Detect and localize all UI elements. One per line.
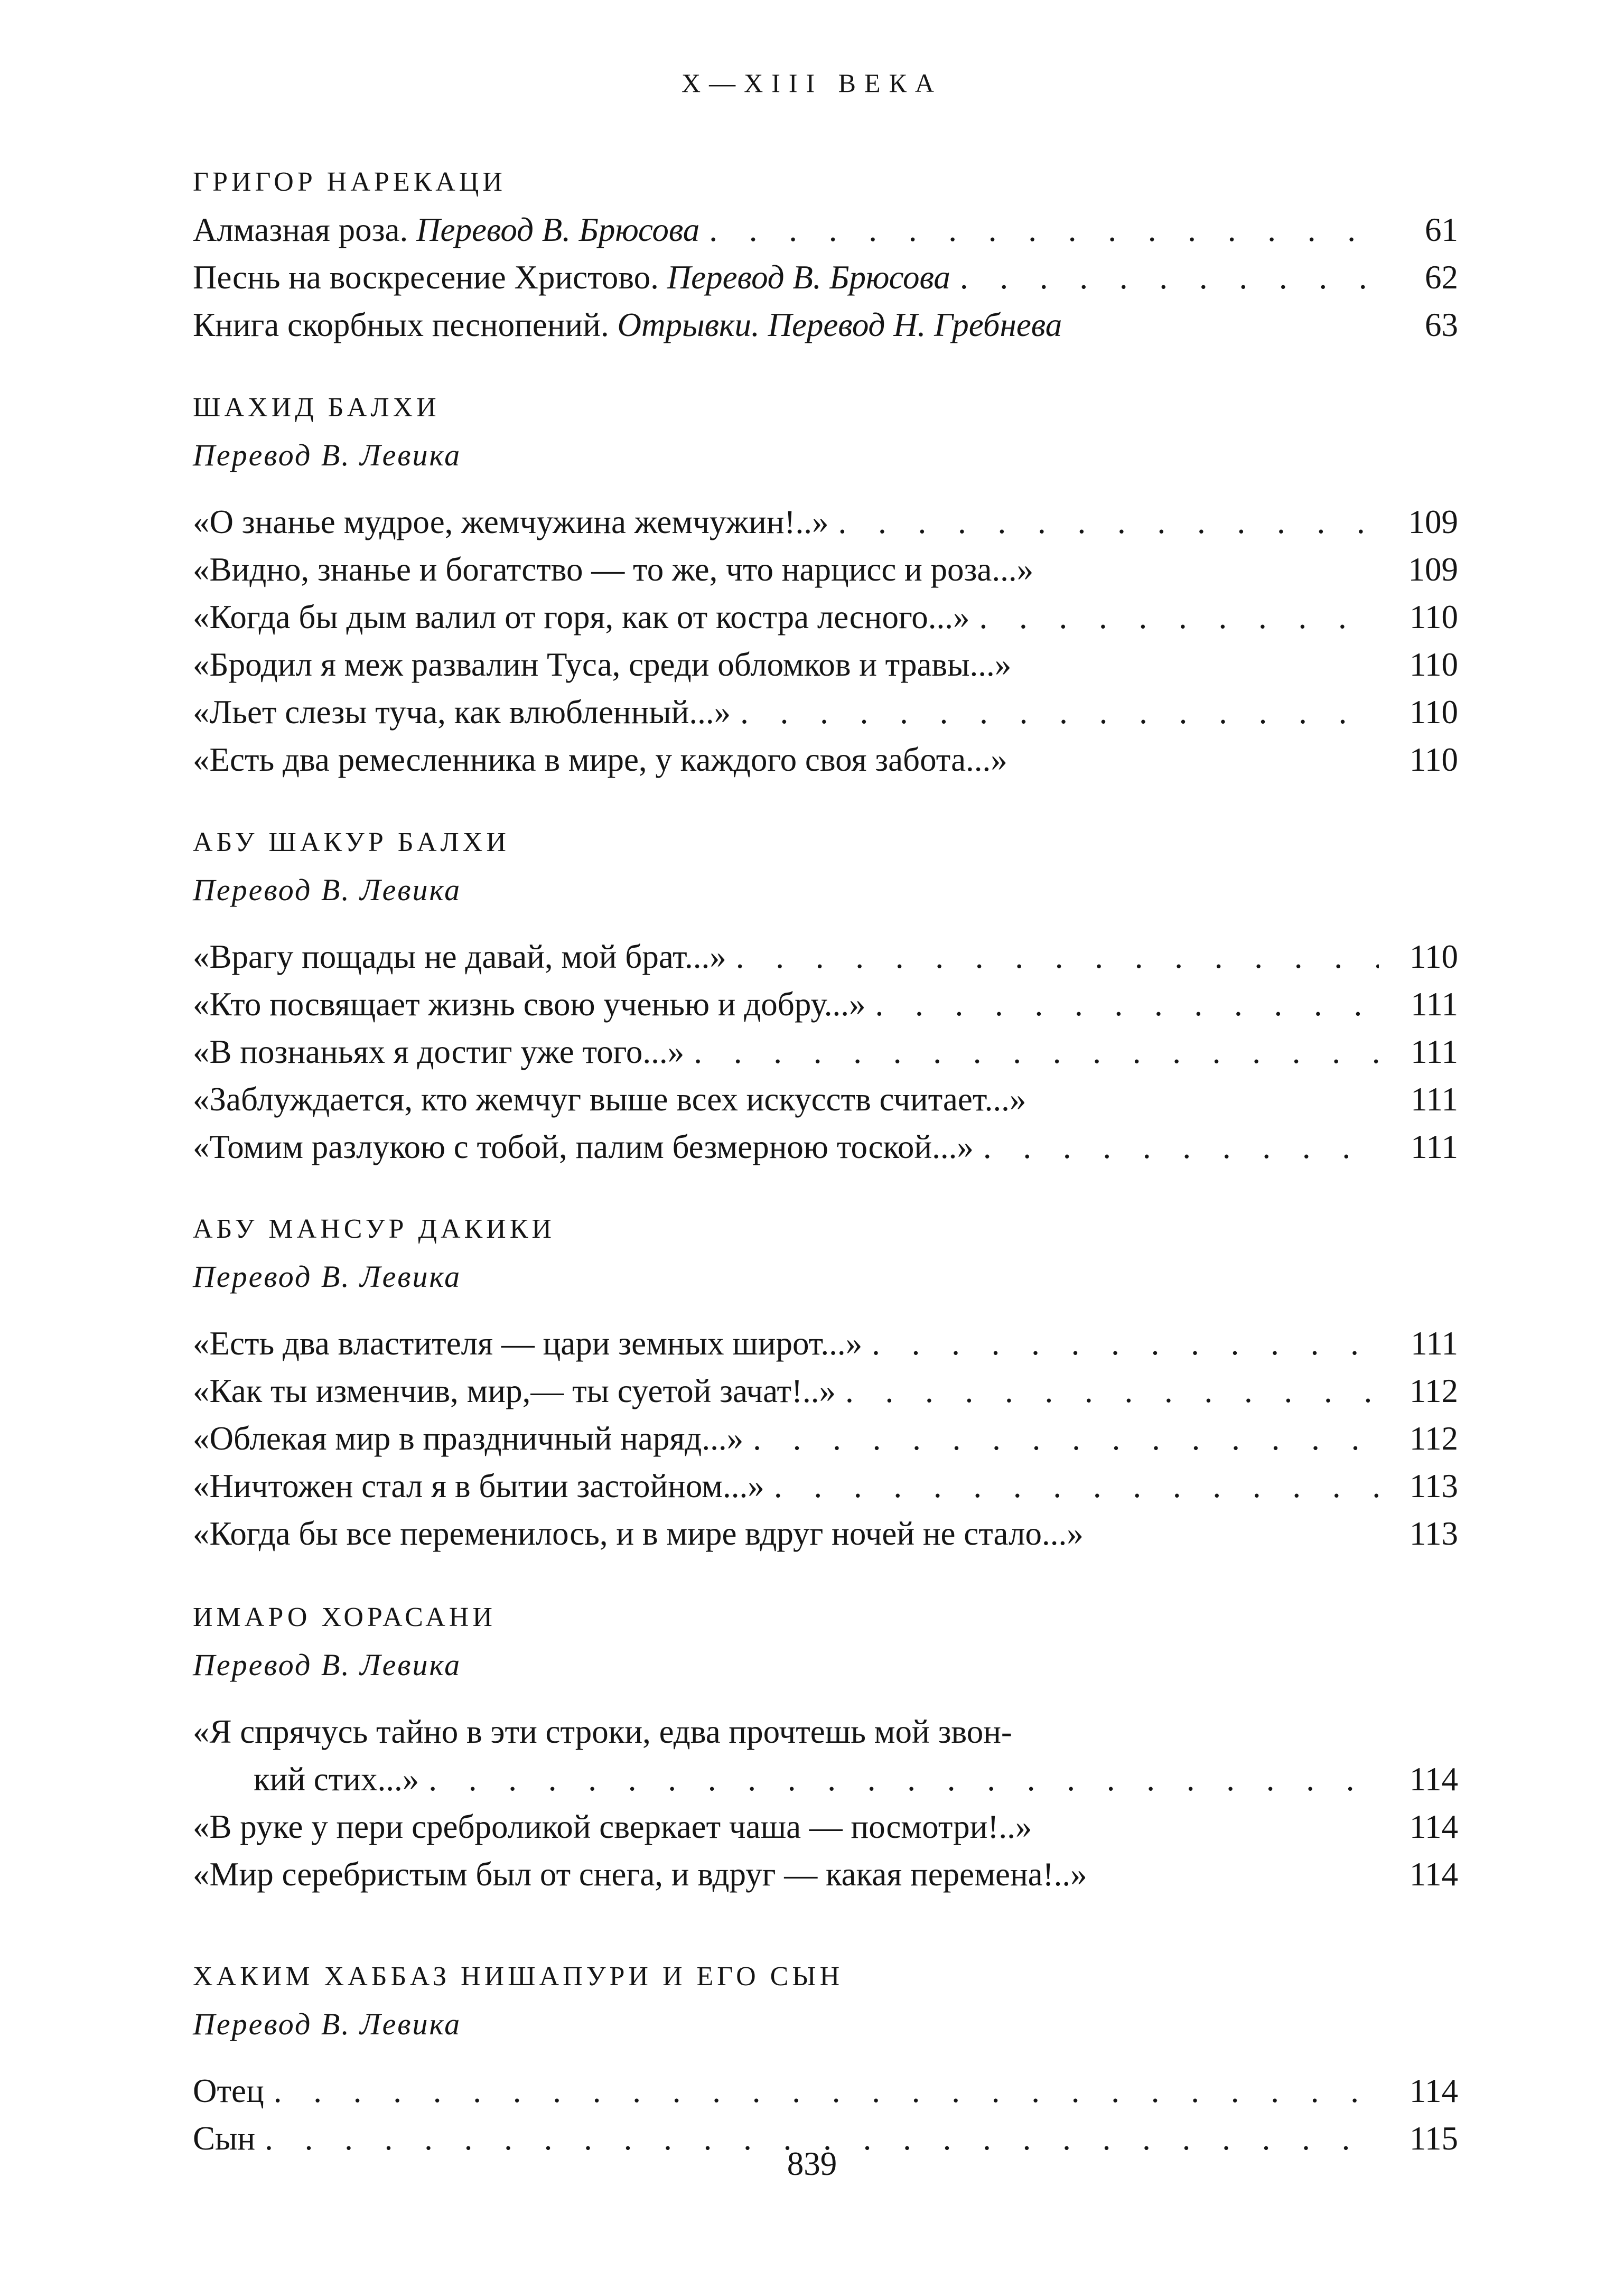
entry-title: «Мир серебристым был от снега, и вдруг — какая перемена!..» <box>193 1856 1087 1893</box>
entry-title: «Врагу пощады не давай, мой брат...» <box>193 938 726 975</box>
entry-translator: Перевод В. Брюсова <box>667 259 950 296</box>
list-item <box>193 980 1458 1028</box>
author-name: АБУ ШАКУР БАЛХИ <box>193 827 510 857</box>
section-grigor-narekatsi <box>193 158 1458 349</box>
list-item <box>193 1510 1458 1557</box>
page-header: X—XIII ВЕКА <box>681 68 943 98</box>
author-name: ШАХИД БАЛХИ <box>193 393 440 423</box>
entry-page: 113 <box>1409 1468 1458 1505</box>
entry-page: 110 <box>1409 938 1458 975</box>
list-item <box>193 933 1458 980</box>
entry-page: 115 <box>1409 2120 1458 2157</box>
dot-leader <box>274 2067 1379 2115</box>
entry-page: 111 <box>1411 1325 1458 1362</box>
section-khakim-khabbaz-nishapuri <box>193 1953 1458 2162</box>
entry-translator: Отрывки. Перевод Н. Гребнева <box>617 306 1062 343</box>
dot-leader <box>774 1462 1379 1510</box>
list-item <box>193 593 1458 641</box>
entry-page: 113 <box>1409 1515 1458 1552</box>
list-item <box>193 688 1458 736</box>
dot-leader <box>875 980 1379 1028</box>
entry-page: 61 <box>1425 211 1458 248</box>
entry-title: «Томим разлукою с тобой, палим безмерною тоской...» <box>193 1128 974 1165</box>
list-item <box>193 1851 1458 1898</box>
dot-leader <box>983 1123 1379 1171</box>
entry-title: «Как ты изменчив, мир,— ты суетой зачат!..» <box>193 1372 836 1409</box>
dot-leader <box>845 1367 1379 1415</box>
section-shakhid-balkhi <box>193 384 1458 783</box>
entry-page: 62 <box>1425 259 1458 296</box>
entry-page: 110 <box>1409 694 1458 731</box>
list-item <box>193 1367 1458 1415</box>
dot-leader <box>838 498 1379 546</box>
entry-page: 112 <box>1409 1372 1458 1409</box>
entry-title: «Заблуждается, кто жемчуг выше всех искусств считает...» <box>193 1081 1026 1118</box>
entry-page: 110 <box>1409 599 1458 636</box>
list-item <box>193 736 1458 783</box>
entry-title: «Льет слезы туча, как влюбленный...» <box>193 694 731 731</box>
list-item <box>193 2067 1458 2115</box>
entry-title: «Бродил я меж развалин Туса, среди обломков и травы...» <box>193 646 1012 683</box>
entry-title: Книга скорбных песнопений. <box>193 306 609 343</box>
dot-leader <box>872 1320 1379 1367</box>
author-name: ГРИГОР НАРЕКАЦИ <box>193 167 506 197</box>
dot-leader <box>736 933 1379 980</box>
list-item <box>193 1803 1458 1851</box>
entry-title: «Есть два властителя — цари земных широт...» <box>193 1325 863 1362</box>
entry-page: 111 <box>1411 986 1458 1023</box>
list-item <box>193 1076 1458 1123</box>
list-item <box>193 1028 1458 1076</box>
author-name: АБУ МАНСУР ДАКИКИ <box>193 1214 555 1244</box>
list-item <box>193 1462 1458 1510</box>
entry-title: «Кто посвящает жизнь свою ученью и добру...» <box>193 986 866 1023</box>
dot-leader <box>694 1028 1379 1076</box>
entry-title: Алмазная роза. <box>193 211 408 248</box>
list-item <box>193 254 1458 301</box>
entry-title: «О знанье мудрое, жемчужина жемчужин!..» <box>193 503 829 540</box>
entry-page: 114 <box>1409 1761 1458 1798</box>
list-item <box>193 1708 1458 1755</box>
entry-page: 114 <box>1409 2072 1458 2109</box>
section-translator: Перевод В. Левика <box>193 1259 462 1294</box>
entry-translator: Перевод В. Брюсова <box>416 211 700 248</box>
entry-title: «Когда бы дым валил от горя, как от костра лесного...» <box>193 599 970 636</box>
author-name: ХАКИМ ХАББАЗ НИШАПУРИ И ЕГО СЫН <box>193 1961 844 1992</box>
entry-title: «Я спрячусь тайно в эти строки, едва прочтешь мой звон- <box>193 1713 1012 1750</box>
entry-page: 114 <box>1409 1856 1458 1893</box>
section-translator: Перевод В. Левика <box>193 1648 462 1682</box>
entry-title: «Видно, знанье и богатство — то же, что нарцисс и роза...» <box>193 551 1034 588</box>
dot-leader <box>753 1415 1379 1462</box>
list-item <box>193 206 1458 254</box>
list-item <box>193 1320 1458 1367</box>
entry-page: 110 <box>1409 646 1458 683</box>
list-item <box>193 1123 1458 1171</box>
dot-leader <box>960 254 1379 301</box>
section-abu-mansur-dakiki <box>193 1206 1458 1557</box>
list-item-continuation <box>193 1755 1458 1803</box>
entry-page: 111 <box>1411 1033 1458 1070</box>
section-translator: Перевод В. Левика <box>193 438 462 472</box>
list-item <box>193 546 1458 593</box>
page-number: 839 <box>787 2145 837 2182</box>
entry-title: «Есть два ремесленника в мире, у каждого своя забота...» <box>193 741 1007 778</box>
entry-title-continuation: кий стих...» <box>254 1761 419 1798</box>
list-item <box>193 641 1458 688</box>
section-abu-shakur-balkhi <box>193 819 1458 1171</box>
section-imaro-khorasani <box>193 1594 1458 1898</box>
dot-leader <box>979 593 1379 641</box>
entry-title: «В познаньях я достиг уже того...» <box>193 1033 685 1070</box>
entry-page: 111 <box>1411 1128 1458 1165</box>
section-translator: Перевод В. Левика <box>193 2007 462 2041</box>
entry-title: Песнь на воскресение Христово. <box>193 259 659 296</box>
list-item <box>193 498 1458 546</box>
list-item <box>193 301 1458 349</box>
section-translator: Перевод В. Левика <box>193 873 462 907</box>
entry-page: 112 <box>1409 1420 1458 1457</box>
entry-page: 114 <box>1409 1808 1458 1845</box>
entry-title: «Облекая мир в праздничный наряд...» <box>193 1420 744 1457</box>
entry-page: 110 <box>1409 741 1458 778</box>
entry-title: Отец <box>193 2072 264 2109</box>
entry-page: 109 <box>1408 503 1458 540</box>
entry-page: 109 <box>1408 551 1458 588</box>
dot-leader <box>740 688 1379 736</box>
entry-title: «Ничтожен стал я в бытии застойном...» <box>193 1468 764 1505</box>
list-item <box>193 1415 1458 1462</box>
entry-page: 63 <box>1425 306 1458 343</box>
entry-page: 111 <box>1411 1081 1458 1118</box>
entry-title: «В руке у пери среброликой сверкает чаша — посмотри!..» <box>193 1808 1032 1845</box>
entry-title: Сын <box>193 2120 256 2157</box>
entry-title: «Когда бы все переменилось, и в мире вдруг ночей не стало...» <box>193 1515 1084 1552</box>
author-name: ИМАРО ХОРАСАНИ <box>193 1602 496 1632</box>
dot-leader <box>428 1755 1379 1803</box>
dot-leader <box>709 206 1379 254</box>
